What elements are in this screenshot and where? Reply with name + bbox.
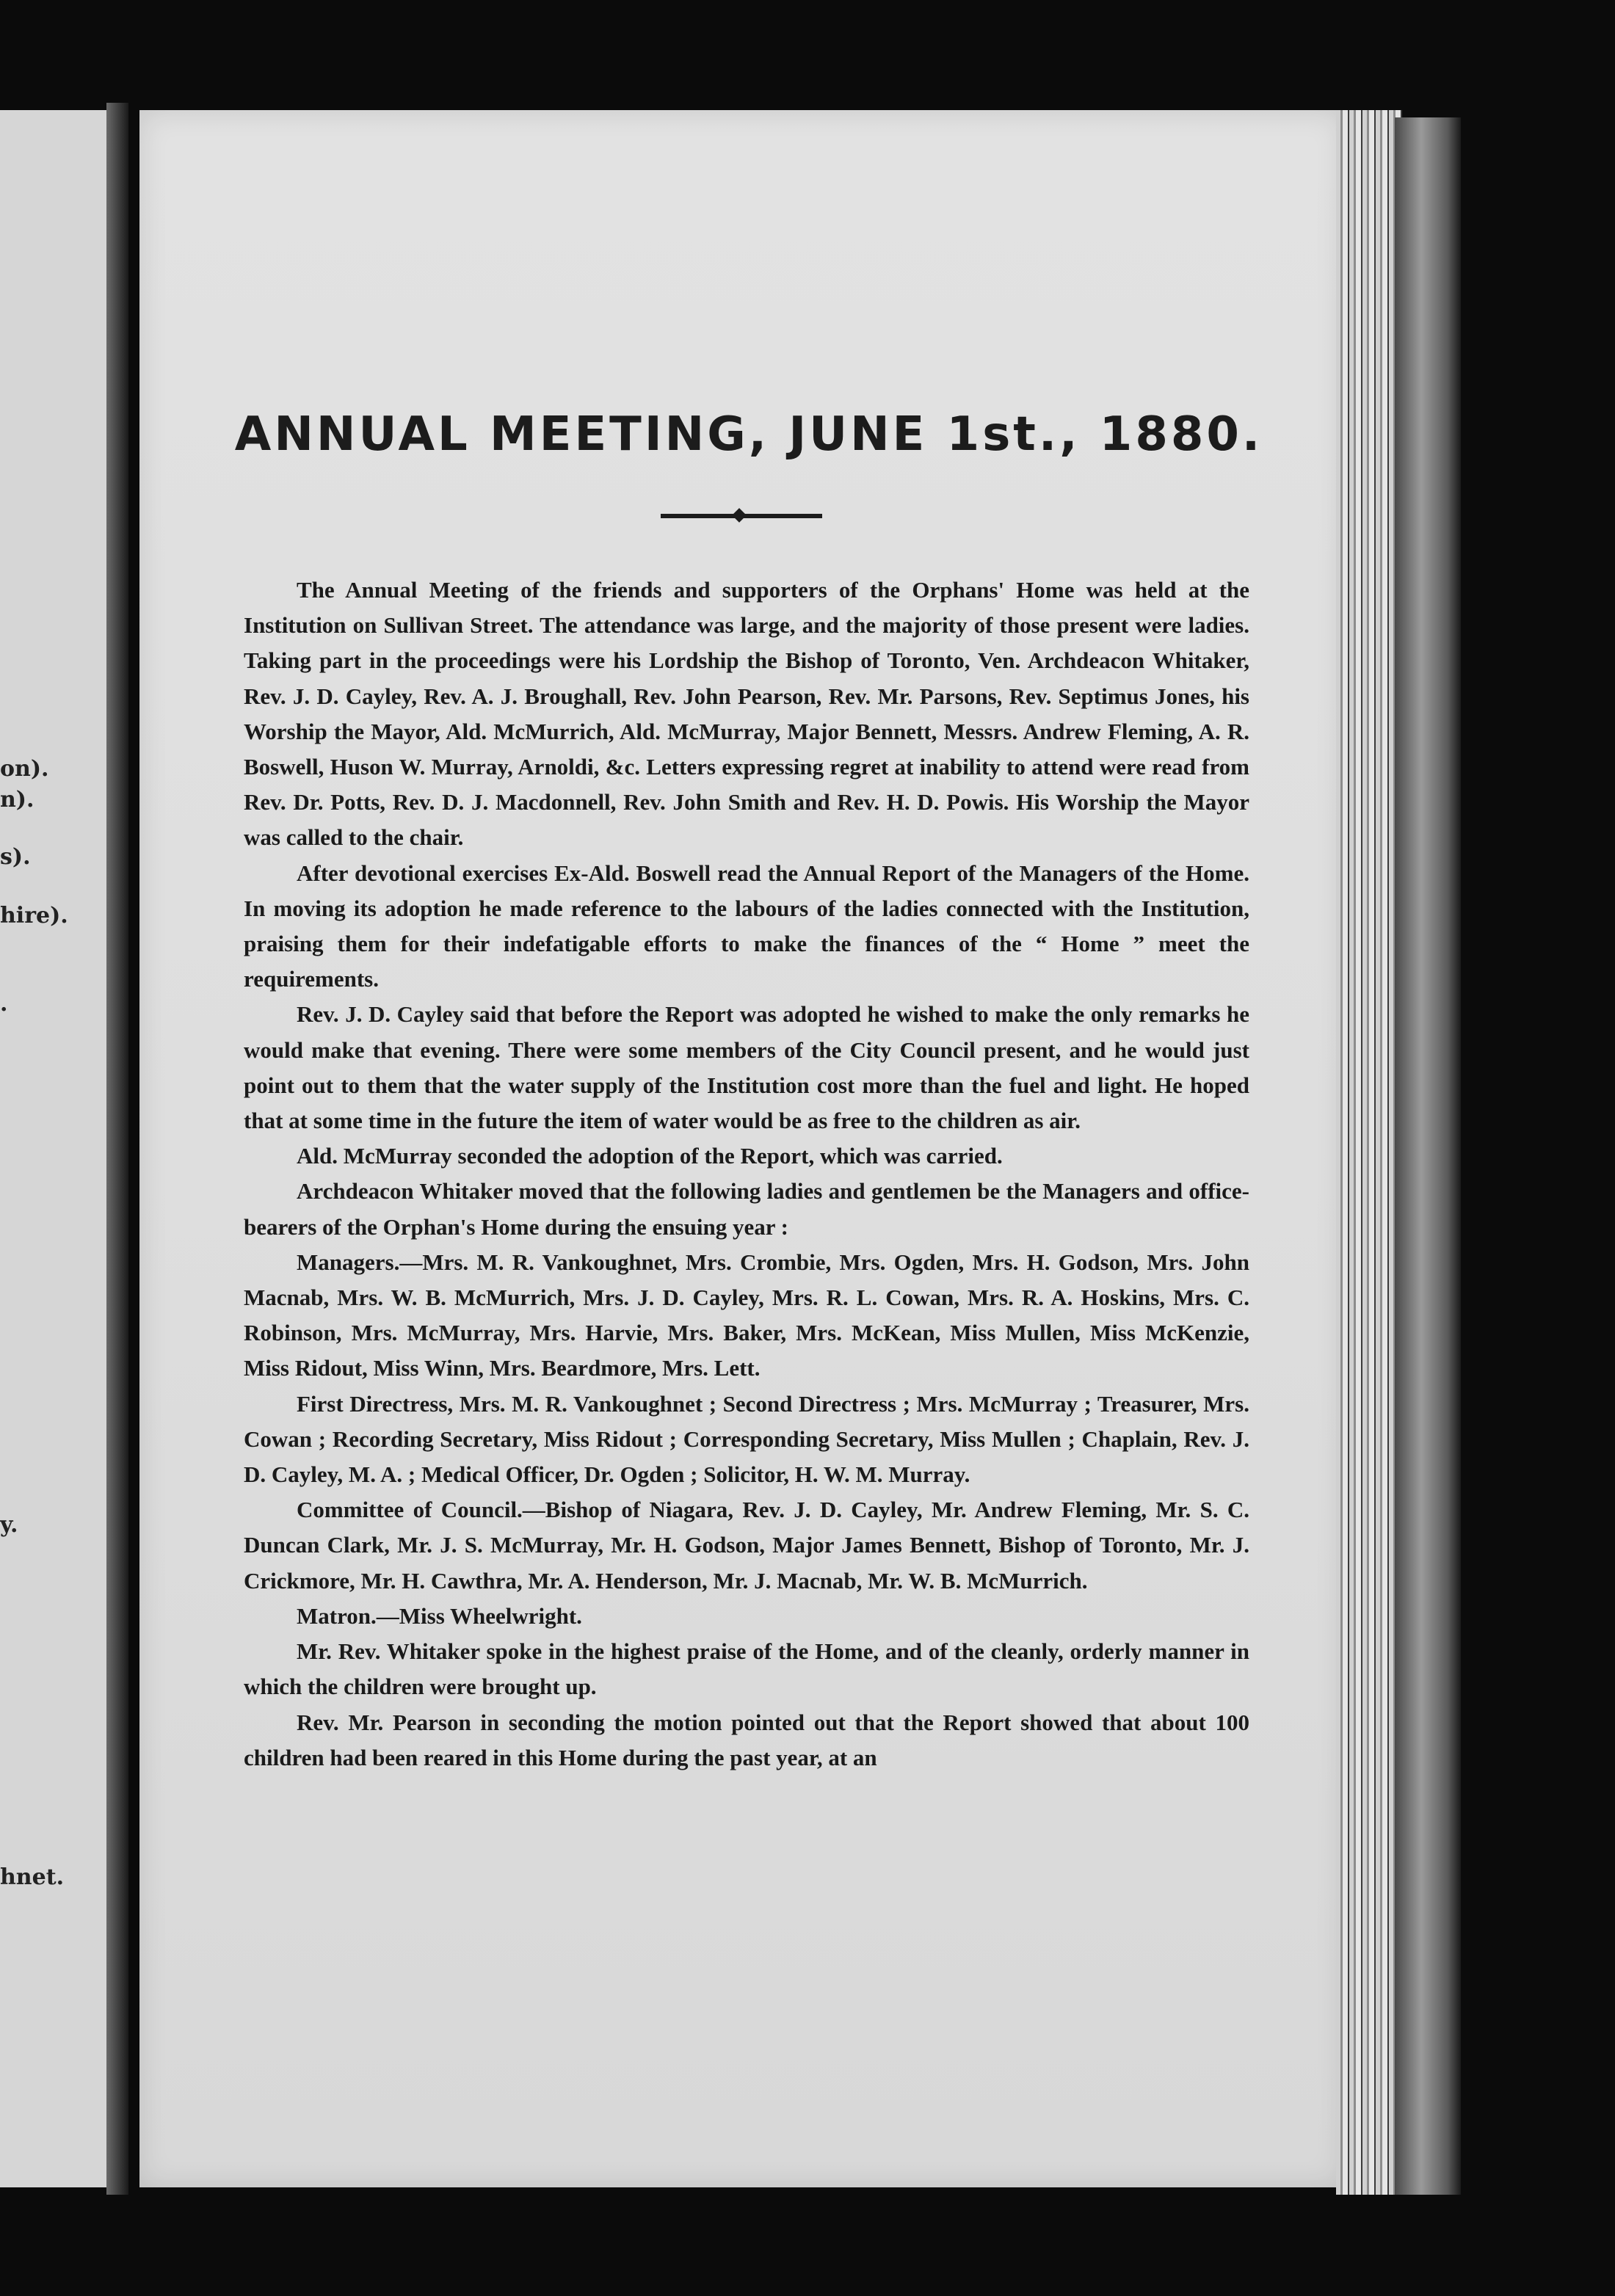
paragraph: First Directress, Mrs. M. R. Vankoughnet ; Second Directress ; Mrs. McMurray ; Treasurer, Mrs. Cowan ; Recording Secretary, Miss Ridout ; Corresponding Secretary, Miss Mullen ; Chaplain, Rev. J. D. Cayley, M. A. ; Medical Officer, Dr. Ogden ; Solicitor, H. W. M. Murray. [244, 1390, 1249, 1488]
left-page-gutter [106, 103, 128, 2195]
paragraph: The Annual Meeting of the friends and supporters of the Orphans' Home was held at the Institution on Sullivan Street. The attendance was large, and the majority of those present were ladies. Taking part in the proceedings were his Lordship the Bishop of Toronto, Ven. Archdeacon Whitaker, Rev. J. D. Cayley, Rev. A. J. Broughall, Rev. John Pearson, Rev. Mr. Parsons, Rev. Septimus Jones, his Worship the Mayor, Ald. McMurrich, Ald. McMurray, Major Bennett, Messrs. Andrew Fleming, A. R. Boswell, Huson W. Murray, Arnoldi, &c. Letters expressing regret at inability to attend were read from Rev. Dr. Potts, Rev. D. J. Macdonnell, Rev. John Smith and Rev. H. D. Powis. His Worship the Mayor was called to the chair. [244, 577, 1249, 851]
paragraph: Rev. Mr. Pearson in seconding the motion pointed out that the Report showed that about 100 children had been reared in this Home during the past year, at an [244, 1709, 1249, 1770]
left-fragment: s). [0, 844, 31, 870]
left-fragment: y. [0, 1512, 18, 1538]
paragraph: Ald. McMurray seconded the adoption of the Report, which was carried. [297, 1143, 1003, 1169]
left-fragment: n). [0, 787, 35, 813]
book-cover-edge [1395, 117, 1461, 2195]
page-title: ANNUAL MEETING, JUNE 1st., 1880. [234, 407, 1263, 462]
left-fragment: hnet. [0, 1864, 65, 1890]
paragraph: Managers.—Mrs. M. R. Vankoughnet, Mrs. Crombie, Mrs. Ogden, Mrs. H. Godson, Mrs. John Macnab, Mrs. W. B. McMurrich, Mrs. J. D. Cayley, Mrs. R. L. Cowan, Mrs. R. A. Hoskins, Mrs. C. Robinson, Mrs. McMurray, Mrs. Harvie, Mrs. Baker, Mrs. McKean, Miss Mullen, Miss McKenzie, Miss Ridout, Miss Winn, Mrs. Beardmore, Mrs. Lett. [244, 1249, 1249, 1381]
paragraph: Committee of Council.—Bishop of Niagara, Rev. J. D. Cayley, Mr. Andrew Fleming, Mr. S. C. Duncan Clark, Mr. J. S. McMurray, Mr. H. Godson, Major James Bennett, Bishop of Toronto, Mr. J. Crickmore, Mr. H. Cawthra, Mr. A. Henderson, Mr. J. Macnab, Mr. W. B. McMurrich. [244, 1497, 1249, 1594]
left-fragment: . [0, 991, 8, 1017]
paragraph: Archdeacon Whitaker moved that the following ladies and gentlemen be the Managers and office-bearers of the Orphan's Home during the ensuing year : [244, 1178, 1249, 1240]
paragraph: Mr. Rev. Whitaker spoke in the highest praise of the Home, and of the cleanly, orderly manner in which the children were brought up. [244, 1638, 1249, 1700]
body-text [244, 573, 1249, 1776]
paragraph: Rev. J. D. Cayley said that before the Report was adopted he wished to make the only remarks he would make that evening. There were some members of the City Council present, and he would just point out to them that the water supply of the Institution cost more than the fuel and light. He hoped that at some time in the future the item of water would be as free to the children as air. [244, 1001, 1249, 1134]
paragraph: Matron.—Miss Wheelwright. [297, 1602, 582, 1629]
left-fragment: on). [0, 756, 49, 782]
page-edges [1336, 110, 1402, 2195]
paragraph: After devotional exercises Ex-Ald. Boswell read the Annual Report of the Managers of the Home. In moving its adoption he made reference to the labours of the ladies connected with the Institution, praising them for their indefatigable efforts to make the finances of the “ Home ” meet the requirements. [244, 860, 1249, 992]
title-ornament-rule [661, 514, 822, 518]
left-fragment: hire). [0, 903, 68, 929]
